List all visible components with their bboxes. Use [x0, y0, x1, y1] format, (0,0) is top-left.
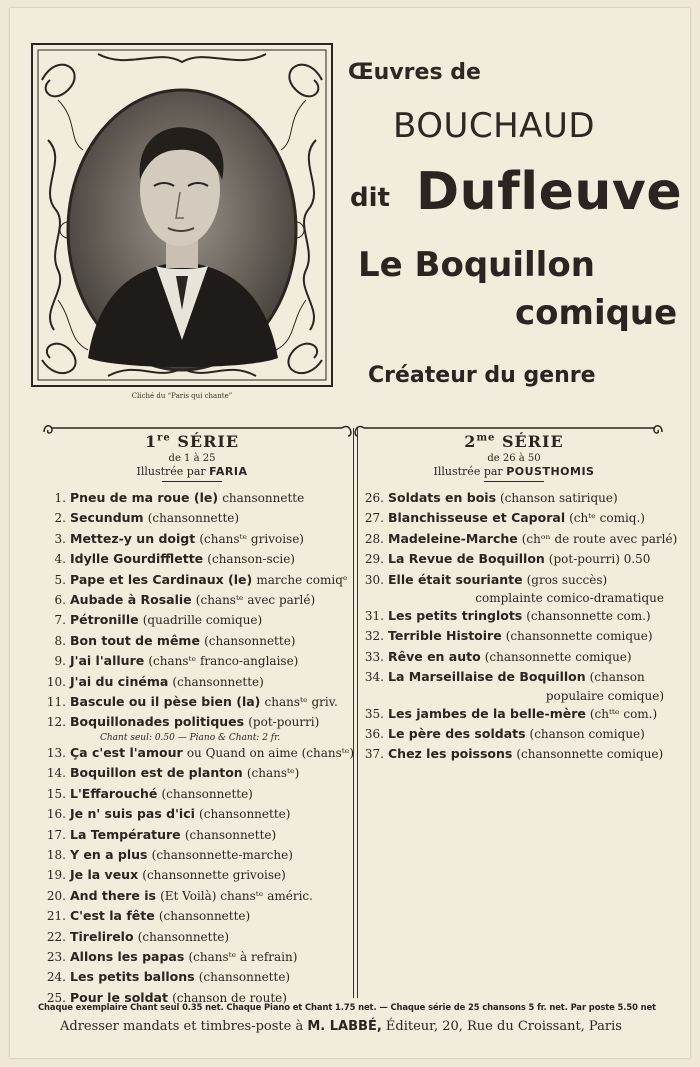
- song-genre: (chansonnette): [184, 827, 277, 842]
- song-title: Madeleine-Marche: [388, 530, 518, 546]
- song-number: 7.: [54, 613, 66, 628]
- song-title: Les petits tringlots: [388, 608, 523, 624]
- song-item: [360, 704, 668, 724]
- song-genre: (chansᵗᵉ à refrain): [188, 949, 298, 964]
- song-item: [42, 610, 342, 630]
- song-title: Tirelirelo: [70, 928, 134, 944]
- song-genre: (chanson: [589, 670, 645, 685]
- serie-2-illus-label: Illustrée par: [433, 465, 503, 478]
- title-boquillon: Le Boquillon: [358, 245, 595, 285]
- song-genre: (Et Voilà) chansᵗᵉ améric.: [160, 888, 313, 903]
- song-number: 6.: [54, 593, 66, 608]
- song-genre: (chansonnette com.): [526, 609, 651, 624]
- song-genre: (chᵗᵗᵉ com.): [589, 706, 658, 721]
- serie-2-ordinal: 2: [464, 432, 477, 451]
- song-number: 12.: [46, 715, 66, 730]
- song-genre: (chansonnette comique): [484, 649, 632, 664]
- song-number: 18.: [46, 847, 66, 862]
- song-item: [360, 549, 668, 569]
- song-genre: chansᵗᵉ griv.: [264, 695, 338, 710]
- song-title: Les petits ballons: [70, 969, 195, 985]
- song-number: 10.: [46, 674, 66, 689]
- song-genre: (pot-pourri): [248, 715, 320, 730]
- song-title: Pour le soldat: [70, 989, 168, 1005]
- song-genre: (chansᵗᵉ avec parlé): [195, 593, 316, 608]
- serie-1-illustrator: FARIA: [209, 465, 248, 478]
- song-title: La Revue de Boquillon: [388, 551, 545, 567]
- song-number: 9.: [54, 654, 66, 669]
- song-genre: (chansonnette): [158, 909, 251, 924]
- serie-1-header: [42, 432, 342, 482]
- song-item: [42, 906, 342, 926]
- serie-1-song-list: [42, 488, 355, 1008]
- footer-address-suffix: Éditeur, 20, Rue du Croissant, Paris: [385, 1019, 622, 1034]
- song-genre: (chansᵗᵉ franco-anglaise): [148, 654, 299, 669]
- song-title: Pneu de ma roue (le): [70, 490, 219, 505]
- song-number: 35.: [364, 706, 384, 721]
- song-item: [42, 886, 342, 906]
- song-item: [42, 590, 342, 610]
- song-title: Le père des soldats: [388, 726, 526, 742]
- song-item: [42, 825, 342, 845]
- song-title: Rêve en auto: [388, 648, 481, 664]
- song-number: 26.: [364, 491, 384, 505]
- song-number: 23.: [46, 949, 66, 964]
- serie-2-ordinal-sup: me: [476, 432, 496, 444]
- song-genre: (chᵗᵉ comiq.): [569, 511, 645, 526]
- song-title: Bon tout de même: [70, 632, 200, 648]
- song-item: [42, 743, 355, 763]
- song-genre: (chansonnette): [204, 633, 296, 648]
- song-item: [360, 488, 668, 508]
- portrait-frame: [28, 40, 336, 406]
- song-item: [360, 508, 668, 528]
- song-number: 33.: [364, 649, 384, 664]
- column-divider: [353, 428, 358, 998]
- song-number: 30.: [364, 572, 384, 587]
- title-createur: Créateur du genre: [368, 363, 596, 388]
- song-title: Y en a plus: [70, 846, 148, 862]
- serie-1-ordinal-sup: re: [157, 432, 171, 444]
- song-item: [360, 606, 668, 626]
- song-title: J'ai du cinéma: [70, 673, 169, 689]
- song-title: Je n' suis pas d'ici: [70, 806, 195, 822]
- song-title: La Température: [70, 826, 181, 842]
- song-item: [42, 927, 342, 947]
- song-title: And there is: [70, 887, 156, 903]
- song-title: Allons les papas: [70, 948, 185, 964]
- song-item: [42, 845, 342, 865]
- song-number: 34.: [364, 670, 384, 685]
- serie-1-range: de 1 à 25: [168, 453, 216, 464]
- song-title: Je la veux: [70, 867, 139, 883]
- song-number: 32.: [364, 629, 384, 644]
- serie-2-column: [360, 432, 678, 765]
- song-title: Chez les poissons: [388, 746, 513, 762]
- song-number: 22.: [46, 929, 66, 944]
- song-number: 16.: [46, 807, 66, 822]
- song-genre: (chansonnette): [172, 674, 264, 689]
- song-genre: (chansᵗᵉ): [246, 766, 300, 781]
- title-pseudonym: Dufleuve: [416, 162, 683, 222]
- serie-1-title: SÉRIE: [177, 432, 240, 451]
- song-genre: (pot-pourri) 0.50: [548, 552, 651, 567]
- song-genre: ou Quand on aime (chansᵗᵉ): [186, 745, 355, 760]
- song-genre: (quadrille comique): [142, 613, 263, 628]
- footer-address-prefix: Adresser mandats et timbres-poste à: [60, 1019, 304, 1034]
- song-item: [360, 570, 668, 606]
- footer-prices: Chaque exemplaire Chant seul 0.35 net. Chaque Piano et Chant 1.75 net. — Chaque série de 25 chansons 5 fr. net. Par poste 5.50 net: [38, 1002, 656, 1012]
- song-item: [42, 947, 342, 967]
- song-title: Boquillonades politiques: [70, 714, 245, 730]
- song-genre: (chansᵗᵉ grivoise): [199, 531, 304, 546]
- song-title: Secundum: [70, 510, 144, 526]
- song-item: [42, 488, 342, 508]
- title-author: BOUCHAUD: [393, 106, 596, 146]
- portrait-caption: Cliché du “Paris qui chante”: [131, 392, 233, 400]
- song-genre: (chansonnette): [199, 807, 291, 822]
- song-number: 21.: [46, 909, 66, 924]
- footer-address: [60, 1019, 660, 1034]
- song-item: [360, 529, 678, 549]
- serie-2-range: de 26 à 50: [487, 453, 541, 464]
- song-item: [42, 784, 342, 804]
- song-item: [42, 967, 342, 987]
- title-oeuvres: Œuvres de: [348, 60, 481, 85]
- song-genre: (chansonnette comique): [505, 629, 653, 644]
- song-item: [42, 651, 342, 671]
- serie-1-ordinal: 1: [144, 432, 158, 451]
- song-number: 14.: [46, 766, 66, 781]
- song-item: [42, 549, 342, 569]
- song-number: 37.: [364, 747, 384, 762]
- song-number: 25.: [46, 990, 66, 1005]
- song-title: Mettez-y un doigt: [70, 530, 196, 546]
- title-dit: dit: [350, 183, 390, 213]
- song-genre: (chansonnette comique): [516, 747, 664, 762]
- song-genre: marche comiqᵉ: [256, 572, 348, 587]
- song-title: Pape et les Cardinaux (le): [70, 571, 253, 587]
- song-title: Terrible Histoire: [388, 628, 502, 644]
- song-item: [42, 692, 342, 712]
- song-item: [360, 647, 668, 667]
- song-title: Blanchisseuse et Caporal: [388, 510, 566, 526]
- song-genre: (chanson satirique): [500, 491, 618, 505]
- song-item: [42, 508, 342, 528]
- song-genre: (chanson comique): [529, 727, 645, 742]
- song-item: [360, 667, 668, 703]
- serie-2-title: SÉRIE: [501, 432, 564, 451]
- serie-2-song-list: [360, 488, 678, 765]
- song-title: Idylle Gourdifflette: [70, 551, 204, 567]
- song-number: 15.: [46, 786, 66, 801]
- song-number: 28.: [364, 531, 384, 546]
- song-item: [360, 724, 668, 744]
- footer-publisher: M. LABBÉ,: [307, 1019, 382, 1034]
- song-title: Ça c'est l'amour: [70, 744, 183, 760]
- song-genre: (chᵒⁿ de route avec parlé): [521, 531, 678, 546]
- song-item: [42, 712, 342, 742]
- song-number: 24.: [46, 970, 66, 985]
- song-price-note: Chant seul: 0.50 — Piano & Chant: 2 fr.: [100, 732, 281, 743]
- song-columns: [42, 420, 678, 1005]
- song-item: [42, 804, 342, 824]
- song-genre: (chansonnette): [161, 786, 253, 801]
- song-genre: (chanson de route): [172, 990, 287, 1005]
- serie-2-rule: [484, 481, 544, 482]
- ornamental-frame-image: [28, 40, 336, 406]
- song-number: 36.: [364, 727, 384, 742]
- song-number: 3.: [54, 531, 66, 546]
- song-title: Elle était souriante: [388, 571, 523, 587]
- serie-1-column: [42, 432, 355, 1008]
- serie-1-rule: [162, 481, 222, 482]
- song-item: [360, 626, 668, 646]
- song-genre-continued: populaire comique): [545, 688, 664, 703]
- song-genre: chansonnette: [222, 491, 305, 505]
- song-item: [42, 529, 342, 549]
- song-number: 27.: [364, 511, 384, 526]
- song-number: 29.: [364, 552, 384, 567]
- song-item: [42, 763, 342, 783]
- song-item: [42, 570, 348, 590]
- song-genre-continued: complainte comico-dramatique: [475, 591, 664, 606]
- serie-2-illustrator: POUSTHOMIS: [506, 465, 595, 478]
- song-item: [42, 672, 342, 692]
- song-title: Bascule ou il pèse bien (la): [70, 694, 261, 710]
- song-title: Pétronille: [70, 612, 139, 628]
- song-title: Aubade à Rosalie: [70, 592, 192, 608]
- song-title: Soldats en bois: [388, 490, 497, 505]
- song-number: 5.: [54, 572, 66, 587]
- song-number: 31.: [364, 609, 384, 624]
- song-number: 17.: [46, 827, 66, 842]
- song-item: [42, 865, 342, 885]
- song-item: [42, 631, 342, 651]
- song-number: 20.: [46, 888, 66, 903]
- song-title: J'ai l'allure: [70, 653, 145, 669]
- song-genre: (chansonnette): [198, 970, 291, 985]
- title-comique: comique: [515, 293, 678, 333]
- serie-1-illus-label: Illustrée par: [136, 465, 206, 478]
- song-item: [360, 744, 668, 764]
- song-number: 19.: [46, 868, 66, 883]
- song-number: 11.: [46, 695, 66, 710]
- song-title: Boquillon est de planton: [70, 765, 243, 781]
- song-title: C'est la fête: [70, 908, 155, 924]
- song-genre: (chansonnette): [137, 929, 230, 944]
- song-number: 4.: [54, 552, 66, 567]
- song-title: Les jambes de la belle-mère: [388, 705, 586, 721]
- serie-2-header: [360, 432, 668, 482]
- song-genre: (chansonnette): [147, 511, 240, 526]
- song-title: L'Effarouché: [70, 785, 158, 801]
- song-number: 2.: [54, 511, 66, 526]
- song-number: 13.: [46, 745, 66, 760]
- song-number: 1.: [54, 491, 66, 505]
- song-genre: (gros succès): [526, 572, 608, 587]
- song-title: La Marseillaise de Boquillon: [388, 669, 586, 685]
- song-number: 8.: [54, 633, 66, 648]
- song-genre: (chansonnette-marche): [151, 847, 293, 862]
- song-genre: (chansonnette grivoise): [142, 868, 286, 883]
- song-genre: (chanson-scie): [207, 552, 295, 567]
